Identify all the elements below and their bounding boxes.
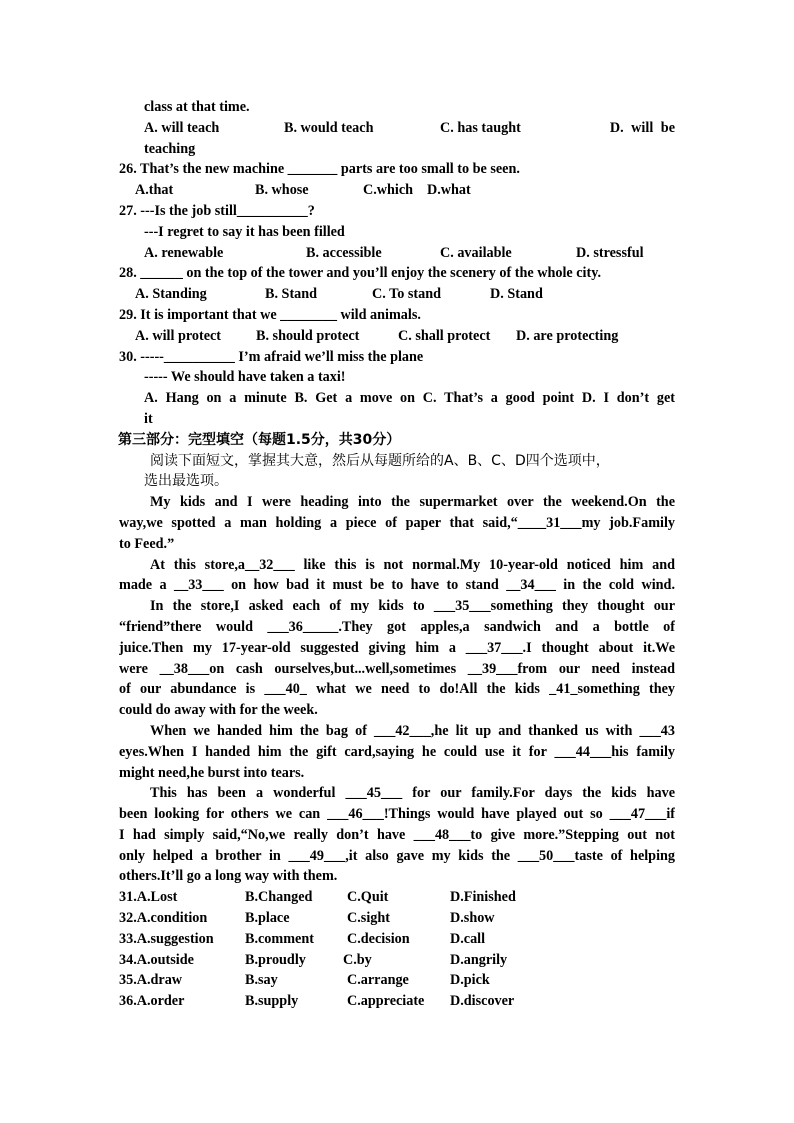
- passage-line: made a __33___ on how bad it must be to have to stand __34___ in the cold wind.: [119, 577, 675, 594]
- answer-34-a: 34.A.outside: [119, 951, 194, 968]
- passage-line: to Feed.”: [119, 535, 175, 552]
- answer-33-d: D.call: [450, 930, 486, 947]
- answer-row-32: [119, 908, 675, 929]
- answer-35-c: C.arrange: [347, 972, 409, 989]
- answer-36-b: B.supply: [245, 993, 299, 1010]
- q25-option-c: C. has taught: [440, 119, 521, 136]
- exam-page: [119, 97, 675, 1012]
- answer-32-a: 32.A.condition: [119, 910, 208, 927]
- q30-reply: ----- We should have taken a taxi!: [144, 369, 346, 386]
- q28-options: [119, 284, 675, 305]
- answer-36-c: C.appreciate: [347, 993, 425, 1010]
- q26-option-a: A.that: [135, 182, 174, 199]
- answer-row-33: [119, 929, 675, 950]
- q29-options: [119, 326, 675, 347]
- q30-option-d-wrap: it: [144, 410, 153, 427]
- passage-line: This has been a wonderful ___45___ for our family.For days the kids have: [150, 785, 675, 802]
- passage-line: When we handed him the bag of ___42___,he lit up and thanked us with ___43: [150, 722, 675, 739]
- answer-31-a: 31.A.Lost: [119, 889, 178, 906]
- passage-line: been looking for others we can ___46___!Things would have played out so ___47___if: [119, 806, 675, 823]
- q26-option-b: B. whose: [255, 182, 309, 199]
- answer-36-a: 36.A.order: [119, 993, 185, 1010]
- q25-option-d-wrap: teaching: [144, 140, 196, 157]
- passage-line: others.It’ll go a long way with them.: [119, 868, 338, 885]
- answer-33-a: 33.A.suggestion: [119, 930, 214, 947]
- q29-option-b: B. should protect: [256, 327, 360, 344]
- answer-35-a: 35.A.draw: [119, 972, 183, 989]
- q30-stem: 30. -----__________ I’m afraid we’ll miss the plane: [119, 348, 424, 365]
- passage-line: were __38___on cash ourselves,but...well,sometimes __39___from our need instead: [119, 660, 675, 677]
- passage-line: In the store,I asked each of my kids to ___35___something they thought our: [150, 598, 675, 615]
- passage-line: only helped a brother in ___49___,it also gave my kids the ___50___taste of helping: [119, 847, 675, 864]
- passage-line: might need,he burst into tears.: [119, 764, 305, 781]
- answer-34-b: B.proudly: [245, 951, 306, 968]
- answer-34-c: C.by: [343, 951, 372, 968]
- answer-32-b: B.place: [245, 910, 290, 927]
- q28-option-b: B. Stand: [265, 286, 318, 303]
- q25-option-b: B. would teach: [284, 119, 374, 136]
- answer-32-d: D.show: [450, 910, 495, 927]
- answer-31-d: D.Finished: [450, 889, 516, 906]
- passage-line: At this store,a__32___ like this is not normal.My 10-year-old noticed him and: [150, 556, 675, 573]
- q28-option-c: C. To stand: [372, 286, 442, 303]
- q27-option-c: C. available: [440, 244, 512, 261]
- q27-options: [119, 243, 675, 264]
- passage-line: could do away with for the week.: [119, 702, 318, 719]
- q26-option-c: C.which: [363, 182, 414, 199]
- q26-option-d: D.what: [427, 182, 471, 199]
- q27-option-d: D. stressful: [576, 244, 644, 261]
- q27-option-a: A. renewable: [144, 244, 224, 261]
- q26-stem: 26. That’s the new machine _______ parts are too small to be seen.: [119, 161, 520, 178]
- q30-options: A. Hang on a minute B. Get a move on C. That’s a good point D. I don’t get: [144, 390, 675, 407]
- q27-stem: 27. ---Is the job still__________?: [119, 202, 315, 219]
- passage-line: way,we spotted a man holding a piece of paper that said,“____31___my job.Family: [119, 514, 675, 531]
- section-heading: 第三部分：完型填空（每题1.5分，共30分）: [118, 431, 401, 448]
- q25-option-a: A. will teach: [144, 119, 220, 136]
- answer-33-c: C.decision: [347, 930, 410, 947]
- q25-option-d: D. will be: [609, 119, 675, 136]
- answer-34-d: D.angrily: [450, 951, 508, 968]
- passage-line: of our abundance is ___40_ what we need to do!All the kids _41_something they: [119, 681, 675, 698]
- q27-option-b: B. accessible: [306, 244, 382, 261]
- answer-row-31: [119, 887, 675, 908]
- answer-32-c: C.sight: [347, 910, 390, 927]
- q29-option-d: D. are protecting: [516, 327, 619, 344]
- q29-option-a: A. will protect: [135, 327, 222, 344]
- passage-line: My kids and I were heading into the supermarket over the weekend.On the: [150, 494, 675, 511]
- passage-line: juice.Then my 17-year-old suggested giving him a ___37___.I thought about it.We: [119, 639, 675, 656]
- q28-option-d: D. Stand: [490, 286, 543, 303]
- passage-line: “friend”there would ___36_____.They got apples,a sandwich and a bottle of: [119, 618, 675, 635]
- answer-row-34: [119, 950, 675, 971]
- section-instruction-line-2: 选出最选项。: [144, 473, 228, 490]
- answer-31-c: C.Quit: [347, 889, 389, 906]
- q25-options: [119, 118, 675, 139]
- answer-row-35: [119, 970, 675, 991]
- passage-line: I had simply said,“No,we really don’t have ___48___to give more.”Stepping out not: [119, 826, 675, 843]
- q27-reply: ---I regret to say it has been filled: [144, 223, 345, 240]
- passage-line: eyes.When I handed him the gift card,saying he could use it for ___44___his family: [119, 743, 675, 760]
- answer-33-b: B.comment: [245, 930, 314, 947]
- q28-stem: 28. ______ on the top of the tower and you’ll enjoy the scenery of the whole city.: [119, 265, 602, 282]
- section-instruction-line-1: 阅读下面短文，掌握其大意，然后从每题所给的A、B、C、D四个选项中，: [150, 452, 610, 469]
- answer-36-d: D.discover: [450, 993, 515, 1010]
- q29-option-c: C. shall protect: [398, 327, 491, 344]
- answer-row-36: [119, 991, 675, 1012]
- q25-stem-continuation: class at that time.: [144, 99, 250, 115]
- q26-options: [119, 180, 675, 201]
- answer-31-b: B.Changed: [245, 889, 313, 906]
- answer-35-b: B.say: [245, 972, 278, 989]
- answer-35-d: D.pick: [450, 972, 490, 989]
- q29-stem: 29. It is important that we ________ wild animals.: [119, 306, 421, 323]
- q28-option-a: A. Standing: [135, 286, 207, 303]
